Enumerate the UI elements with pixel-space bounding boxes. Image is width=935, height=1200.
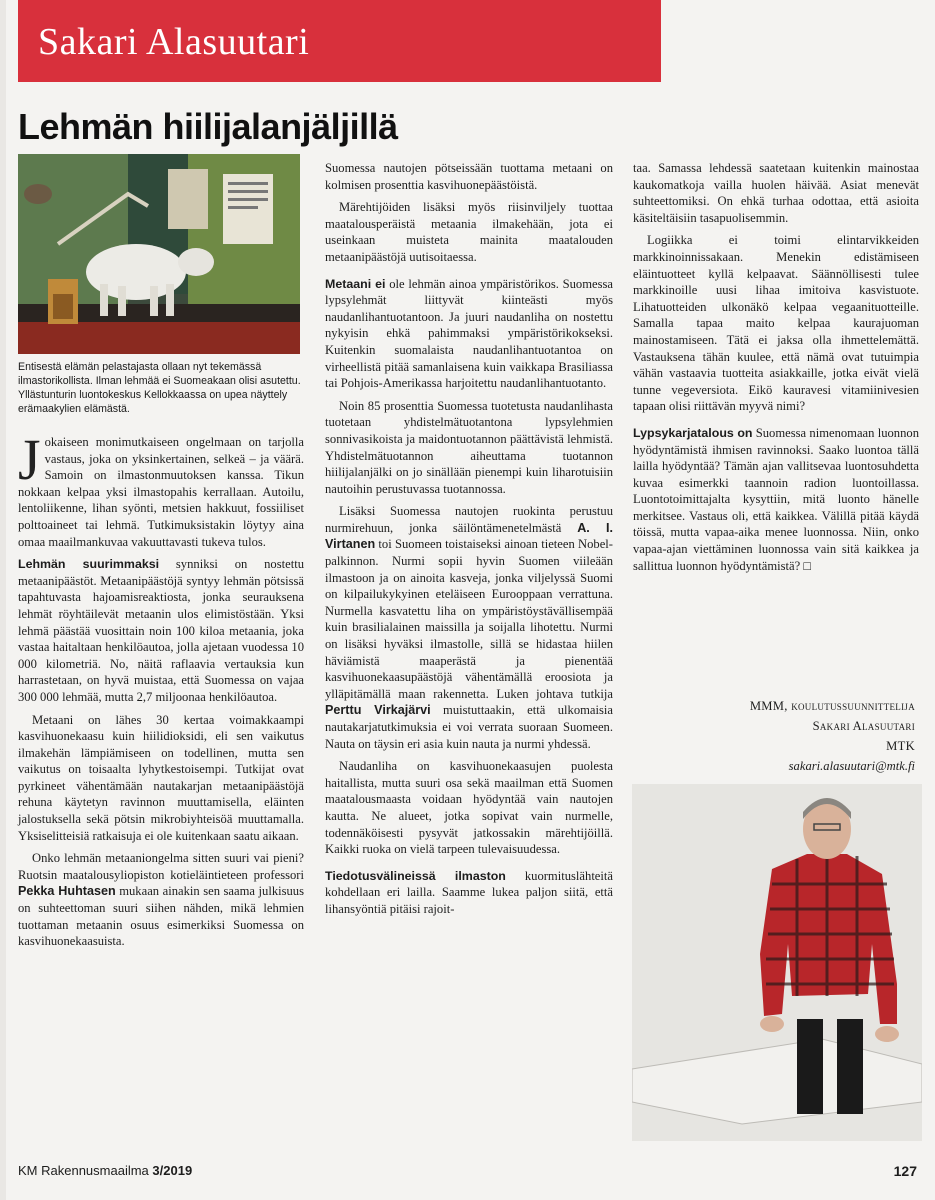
paragraph-6: Märehtijöiden lisäksi myös riisinviljely tuottaa maatalousperäistä metaania ilmakehään, jota ei useinkaan muisteta mainita maatalouden metaanipäästöjä uutisoitaessa. bbox=[325, 200, 613, 264]
lead-in: Tiedotusvälineissä ilmaston bbox=[325, 868, 506, 883]
paragraph-text: kuormituslähteitä kohdellaan eri lailla. Saamme lukea paljon siitä, että lihansyöntiä pitäisi rajoit- bbox=[325, 868, 613, 916]
portrait-icon bbox=[632, 784, 922, 1141]
article-headline: Lehmän hiilijalanjäljillä bbox=[18, 106, 398, 147]
article-column-1 bbox=[18, 427, 305, 956]
paragraph-13: Logiikka ei toimi elintarvikkeiden markkinoinnissakaan. Menekin edistämiseen eläintuotteet kyllä kelpaavat. Säännöllisesti tulee markkinoille uusi lihaa imitoiva kasvistuote. Lihatuotteiden ulkonäkö kelpaa vegaanituotteille. Samalla tapaa maito kelpaa kaurajuoman mainostamiseen. Tätä ei jaksa olla ihmettelemättä. Vastauksena tähän kuulee, että nämä ovat tutuimpia vähän vastaavia tuotteita asiakkaille, jotka eivät vielä tunne vegeversiota. Eikö kauravesi vitamiinivesien tapaan olisi riittävän myyvä nimi? bbox=[633, 233, 919, 414]
lead-in: Metaani ei bbox=[325, 276, 386, 291]
paragraph-2 bbox=[18, 556, 304, 705]
paragraph-14 bbox=[633, 425, 919, 574]
article-column-2 bbox=[325, 160, 613, 924]
author-title: MMM, koulutussuunnittelija bbox=[749, 699, 915, 713]
issue-number: 3/2019 bbox=[152, 1163, 193, 1178]
paragraph-text: toi Suomeen toistaiseksi ainoan tieteen Nobel-palkinnon. Nurmi sopii hyvin Suomen viileään ilmastoon ja on ainoita kasveja, jonka viljelyssä Suomi on kilpailukykyinen eteläiseen Eurooppaan verrattuna. Nurmella kasvatettu liha on ympäristöystävällisempää kuin brasilialainen maissilla ja soijalla lihotettu. Nurmi on lisäksi hyväksi ilmastolle, sillä se hidastaa hiilen häviämistä maaperästä ja pienentää kasvihuonekaasupäästöjä vähentämällä eroosiota ja ylläpitämällä maan rakennetta. Luken johtava tutkija bbox=[325, 537, 613, 701]
portrait-photo bbox=[632, 784, 922, 1141]
exhibit-illustration-icon bbox=[18, 154, 300, 354]
paragraph-text: ole lehmän ainoa ympäristörikos. Suomessa lypsylehmät liittyvät kiinteästi myös naudanlihantuotantoon. Ja juuri naudanliha on nostettu nykyisin ehkä pahimmaksi ympäristörikokseksi. Kuitenkin suomalaista naudanlihantuotantoa on virheellistä pitää samanlaisena kuin vaikkapa Brasiliassa tai Pohjois-Amerikassa harjoitettu naudanlihantuotanto. bbox=[325, 276, 613, 391]
author-fullname: Sakari Alasuutari bbox=[812, 719, 915, 733]
drop-cap: J bbox=[18, 427, 41, 492]
author-email: sakari.alasuutari@mtk.fi bbox=[788, 759, 915, 773]
paragraph-text: okaiseen monimutkaiseen ongelmaan on tarjolla vastaus, joka on yksinkertainen, selkeä – ja väärä. Samoin on ilmastonmuutoksen kanssa. Tikun nokkaan kelpaa yksi ilmastopahis kerrallaan. Autoilu, lentoliikenne, lihan syönti, metsien hakkuut, fossiiliset polttoaineet tai lehmä. Tutkimuksistakin löytyy aina omaa maailmankuvaa vakuuttavasti tukeva tulos. bbox=[18, 435, 304, 549]
paragraph-text: Lisäksi Suomessa nautojen ruokinta perustuu nurmirehuun, jonka säilöntämenetelmästä bbox=[325, 504, 613, 535]
paragraph-5: Suomessa nautojen pötseissään tuottama metaani on kolmisen prosenttia kasvihuonepäästöistä. bbox=[325, 161, 613, 192]
paragraph-1 bbox=[18, 427, 304, 550]
footer-magazine bbox=[18, 1163, 192, 1178]
paragraph-text: muistuttaakin, että ulkomaisia nautakarjatutkimuksia ei voi verrata suoraan Suomeen. Nauta on täysin eri asia kuin nauta ja nurmi yhdessä. bbox=[325, 703, 614, 751]
author-signature bbox=[625, 696, 915, 776]
lead-in: Lypsykarjatalous on bbox=[633, 425, 753, 440]
page-number: 127 bbox=[893, 1163, 917, 1179]
person-name: Perttu Virkajärvi bbox=[325, 703, 431, 718]
photo-caption: Entisestä elämän pelastajasta ollaan nyt tekemässä ilmastorikollista. Ilman lehmää ei Suomeakaan olisi asutettu. Yllästunturin luontokeskus Kellokkaassa on upea näyttely erämaakylien elämästä. bbox=[18, 361, 301, 415]
paragraph-text: synniksi on nostettu metaanipäästöt. Metaanipäästöjä syntyy lehmän pötsissä tapahtuvasta hajoamisreaktiosta, jonka seurauksena lehmät röyhtäilevät metaanin ulos elimistöstään. Yksi lehmä päästää vuosittain noin 100 kiloa metaania, joka vastaa haitaltaan henkilöautoa, jolla ajetaan vuodessa 10 000 kilometriä. No, näitä raflaavia vertauksia kun harrastetaan, on hyvä muistaa, että Suomessa on vajaa 300 000 lehmää, mutta 2,7 miljoonaa henkilöautoa. bbox=[18, 557, 304, 704]
paragraph-9 bbox=[325, 503, 613, 752]
paragraph-text: Suomessa nimenomaan luonnon hyödyntämistä ihmisen ravinnoksi. Saako luontoa tällä lailla hyödyntää? Tämän ajan vallitsevaa luontosuhdetta kuvaa esimerkki taannoin radion luontoillassa. Luontotoimittajalta kysyttiin, mitä luonto hänelle merkitsee. Vastaus oli, että kaikkea. Välillä pitää käydä töissä, mutta vapaa-aika menee luonnossa. Niin, onko vapaa-ajan viettäminen luonnossa vain sitä kaikkea ja sallittua luonnon hyödyntämistä? bbox=[633, 425, 919, 573]
end-mark-icon: □ bbox=[803, 558, 811, 573]
paragraph-text: Onko lehmän metaaniongelma sitten suuri vai pieni? Ruotsin maatalousyliopiston kotieläintieteen professori bbox=[18, 851, 304, 882]
museum-cow-exhibit-photo bbox=[18, 154, 300, 354]
lead-in: Lehmän suurimmaksi bbox=[18, 557, 160, 572]
paragraph-4 bbox=[18, 850, 304, 950]
author-banner bbox=[18, 0, 661, 82]
person-name: Pekka Huhtasen bbox=[18, 884, 116, 899]
magazine-name: KM Rakennusmaailma bbox=[18, 1163, 149, 1178]
paragraph-12: taa. Samassa lehdessä saatetaan kuitenkin mainostaa kaukomatkoja vailla huolen häivää. Asiat menevät suhteettomiksi. On ehkä turhaa odottaa, että asioita käsiteltäisiin tasapuolisemmin. bbox=[633, 161, 919, 225]
author-organization: MTK bbox=[886, 739, 915, 753]
paragraph-7 bbox=[325, 276, 613, 392]
paragraph-11 bbox=[325, 868, 613, 918]
paragraph-10: Naudanliha on kasvihuonekaasujen puolesta haitallista, mutta suuri osa sekä maailman että Suomen maatalousmaasta voidaan hyödyntää vain nautojen kautta. Ne alueet, jotka sopivat vain nurmelle, todennäköisesti pysyvät jatkossakin märehtijöillä. Kaikki ruoka on vielä tarpeen tulevaisuudessa. bbox=[325, 759, 613, 857]
paragraph-8: Noin 85 prosenttia Suomessa tuotetusta naudanlihasta tuotetaan yhdistelmätuotantona lypsylehmien sonnivasikoista ja maidontuotannon päättävistä lehmistä. Yhdistelmätuotannon aiheuttama tuotannon hiilijalanjälki on jo sinällään pienempi kuin liharotuisiin nautoihin perustuvassa tuotannossa. bbox=[325, 398, 613, 496]
person-name: A. I. Virtanen bbox=[325, 520, 613, 552]
paragraph-3: Metaani on lähes 30 kertaa voimakkaampi kasvihuonekaasu kuin hiilidioksidi, eli sen vaikutus ilmakehän lämpiämiseen on todellinen, mutta sen vaikutus on toisaalta lyhytkestoisempi. Tutkijat ovat pyrkineet vähentämään nautakarjan metaanipäästöjä rehuna käytetyn ravinnon muuttamisella, eläinten jalostuksella sekä pötsin mikrobiyhteisöä muuttamalla. Yksiselitteisiä ratkaisuja ei ole kuitenkaan saatu aikaan. bbox=[18, 712, 304, 843]
paragraph-text: mukaan ainakin sen saama julkisuus on suhteettoman suuri siihen nähden, mikä lehmien tuottaman metaanin osuus esimerkiksi Suomessa on kasvihuonekaasuista. bbox=[18, 884, 305, 949]
author-name: Sakari Alasuutari bbox=[38, 21, 310, 63]
article-column-3 bbox=[633, 160, 919, 580]
